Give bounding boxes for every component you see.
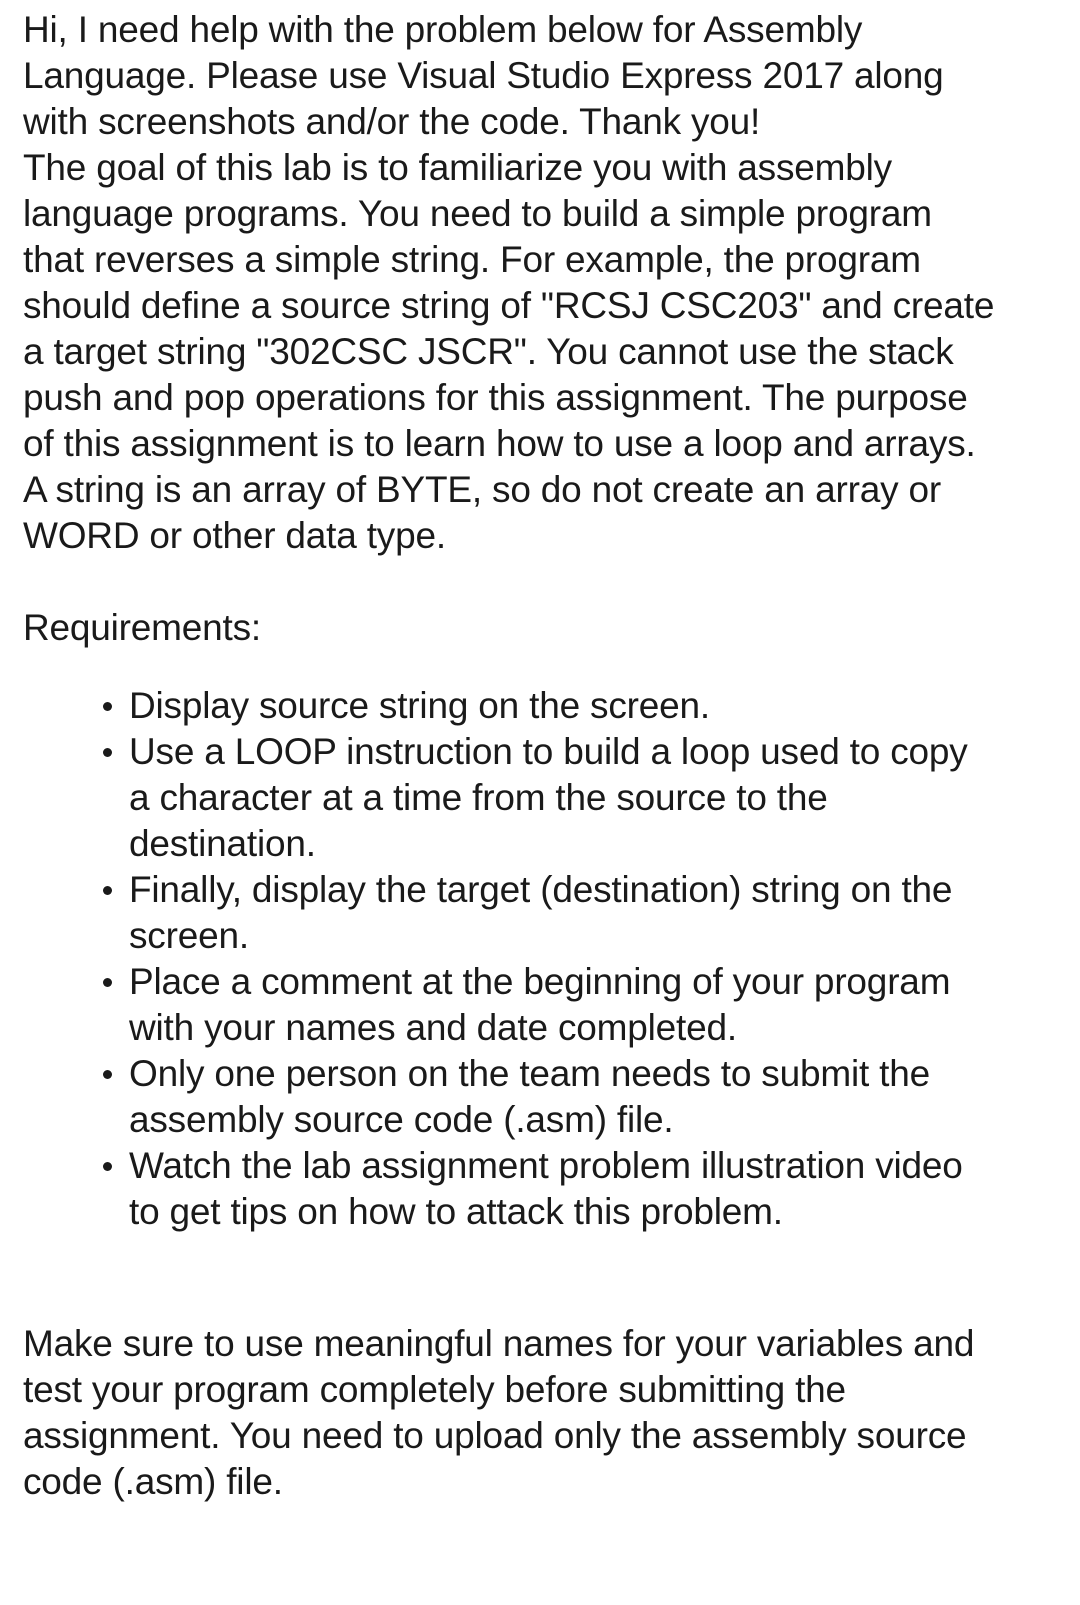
intro-line: a target string "302CSC JSCR". You cannot use the stack xyxy=(23,331,954,372)
requirement-line: Use a LOOP instruction to build a loop used to copy xyxy=(129,731,968,772)
intro-line: push and pop operations for this assignment. The purpose xyxy=(23,377,968,418)
bullet-icon xyxy=(103,1070,112,1079)
requirement-line: Display source string on the screen. xyxy=(129,685,710,726)
bullet-icon xyxy=(103,978,112,987)
requirement-item xyxy=(129,867,1060,959)
intro-line: Hi, I need help with the problem below for Assembly xyxy=(23,9,863,50)
paragraph-gap xyxy=(23,559,1060,605)
bullet-icon xyxy=(103,886,112,895)
requirements-list xyxy=(23,683,1060,1235)
closing-line: code (.asm) file. xyxy=(23,1461,283,1502)
bullet-icon xyxy=(103,1162,112,1171)
closing-paragraph xyxy=(23,1321,1060,1505)
closing-line: test your program completely before submitting the xyxy=(23,1369,846,1410)
intro-line: The goal of this lab is to familiarize you with assembly xyxy=(23,147,892,188)
requirement-item xyxy=(129,959,1060,1051)
requirements-heading: Requirements: xyxy=(23,607,262,648)
intro-line: WORD or other data type. xyxy=(23,515,446,556)
bullet-icon xyxy=(103,748,112,757)
requirement-line: a character at a time from the source to the xyxy=(129,777,828,818)
requirement-line: Place a comment at the beginning of your program xyxy=(129,961,951,1002)
requirement-line: Finally, display the target (destination) string on the xyxy=(129,869,953,910)
closing-line: assignment. You need to upload only the assembly source xyxy=(23,1415,967,1456)
intro-paragraph xyxy=(23,7,1060,559)
paragraph-gap xyxy=(23,651,1060,683)
intro-line: language programs. You need to build a simple program xyxy=(23,193,932,234)
intro-line: of this assignment is to learn how to use a loop and arrays. xyxy=(23,423,976,464)
requirement-item xyxy=(129,1143,1060,1235)
requirement-line: Watch the lab assignment problem illustration video xyxy=(129,1145,963,1186)
paragraph-gap xyxy=(23,1235,1060,1321)
requirement-item xyxy=(129,729,1060,867)
requirement-line: screen. xyxy=(129,915,249,956)
bullet-icon xyxy=(103,702,112,711)
intro-line: that reverses a simple string. For example, the program xyxy=(23,239,921,280)
intro-line: with screenshots and/or the code. Thank you! xyxy=(23,101,761,142)
requirement-line: to get tips on how to attack this problem. xyxy=(129,1191,783,1232)
closing-line: Make sure to use meaningful names for your variables and xyxy=(23,1323,975,1364)
requirement-item xyxy=(129,1051,1060,1143)
intro-line: Language. Please use Visual Studio Express 2017 along xyxy=(23,55,944,96)
requirement-line: destination. xyxy=(129,823,316,864)
intro-line: should define a source string of "RCSJ CSC203" and create xyxy=(23,285,995,326)
requirement-line: assembly source code (.asm) file. xyxy=(129,1099,674,1140)
requirement-line: with your names and date completed. xyxy=(129,1007,737,1048)
intro-line: A string is an array of BYTE, so do not create an array or xyxy=(23,469,941,510)
requirement-line: Only one person on the team needs to submit the xyxy=(129,1053,930,1094)
requirement-item xyxy=(129,683,1060,729)
